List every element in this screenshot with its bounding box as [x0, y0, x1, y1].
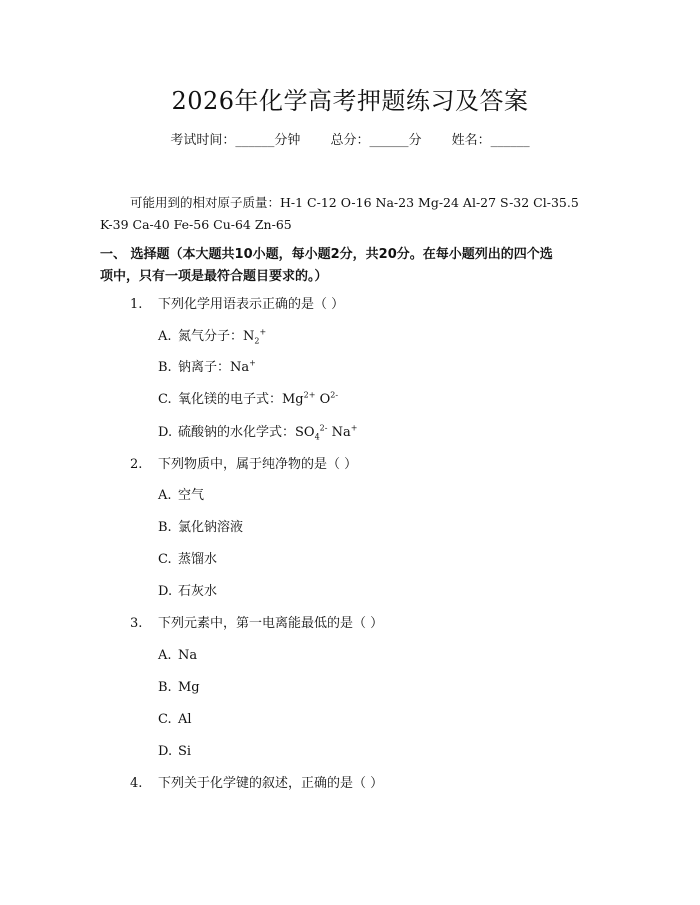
q3-option-d: D. Si [158, 744, 192, 759]
q1-option-d: D. 硫酸钠的水化学式：$SO_4^{2-}$ Na+ [158, 423, 358, 442]
section-heading-line1: 一、 选择题（本大题共10小题，每小题2分，共20分。在每小题列出的四个选 [100, 247, 553, 262]
q2-option-d: D. 石灰水 [158, 584, 218, 599]
question-number: 3. [130, 616, 143, 631]
exam-info [0, 131, 700, 151]
question-text: 下列元素中，第一电离能最低的是（ ） [158, 616, 384, 631]
q1-option-b: B. 钠离子：Na+ [158, 358, 256, 375]
question-1 [130, 295, 344, 315]
section-heading-line2: 项中，只有一项是最符合题目要求的。） [100, 269, 328, 284]
question-number: 2. [130, 457, 143, 472]
exam-name: 姓名：______ [451, 133, 530, 148]
q3-option-b: B. Mg [158, 680, 200, 695]
atomic-masses-line1: 可能用到的相对原子质量：H-1 C-12 O-16 Na-23 Mg-24 Al-27 S-32 Cl-35.5 [130, 195, 579, 210]
q2-option-c: C. 蒸馏水 [158, 552, 218, 567]
page-title: 2026年化学高考押题练习及答案 [171, 87, 529, 115]
atomic-masses-line2: K-39 Ca-40 Fe-56 Cu-64 Zn-65 [100, 217, 292, 232]
exam-time: 考试时间：______分钟 [170, 133, 301, 148]
q3-option-a: A. Na [158, 648, 198, 663]
question-text: 下列物质中，属于纯净物的是（ ） [158, 457, 358, 472]
question-text: 下列关于化学键的叙述，正确的是（ ） [158, 776, 384, 791]
exam-score: 总分：______分 [330, 133, 422, 148]
q3-option-c: C. Al [158, 712, 192, 727]
section-heading [100, 244, 615, 288]
q2-option-b: B. 氯化钠溶液 [158, 520, 244, 535]
question-text: 下列化学用语表示正确的是（ ） [158, 297, 345, 312]
question-2 [130, 455, 357, 475]
q1-option-c: C. 氧化镁的电子式：$Mg^{2+}$ $O^{2-}$ [158, 390, 339, 407]
question-3 [130, 614, 383, 634]
atomic-masses [100, 192, 610, 236]
q2-option-a: A. 空气 [158, 488, 205, 503]
question-number: 1. [130, 297, 143, 312]
question-4 [130, 774, 383, 794]
q1-option-a: A. 氮气分子：$N_2^+$ [158, 327, 267, 346]
question-number: 4. [130, 776, 143, 791]
